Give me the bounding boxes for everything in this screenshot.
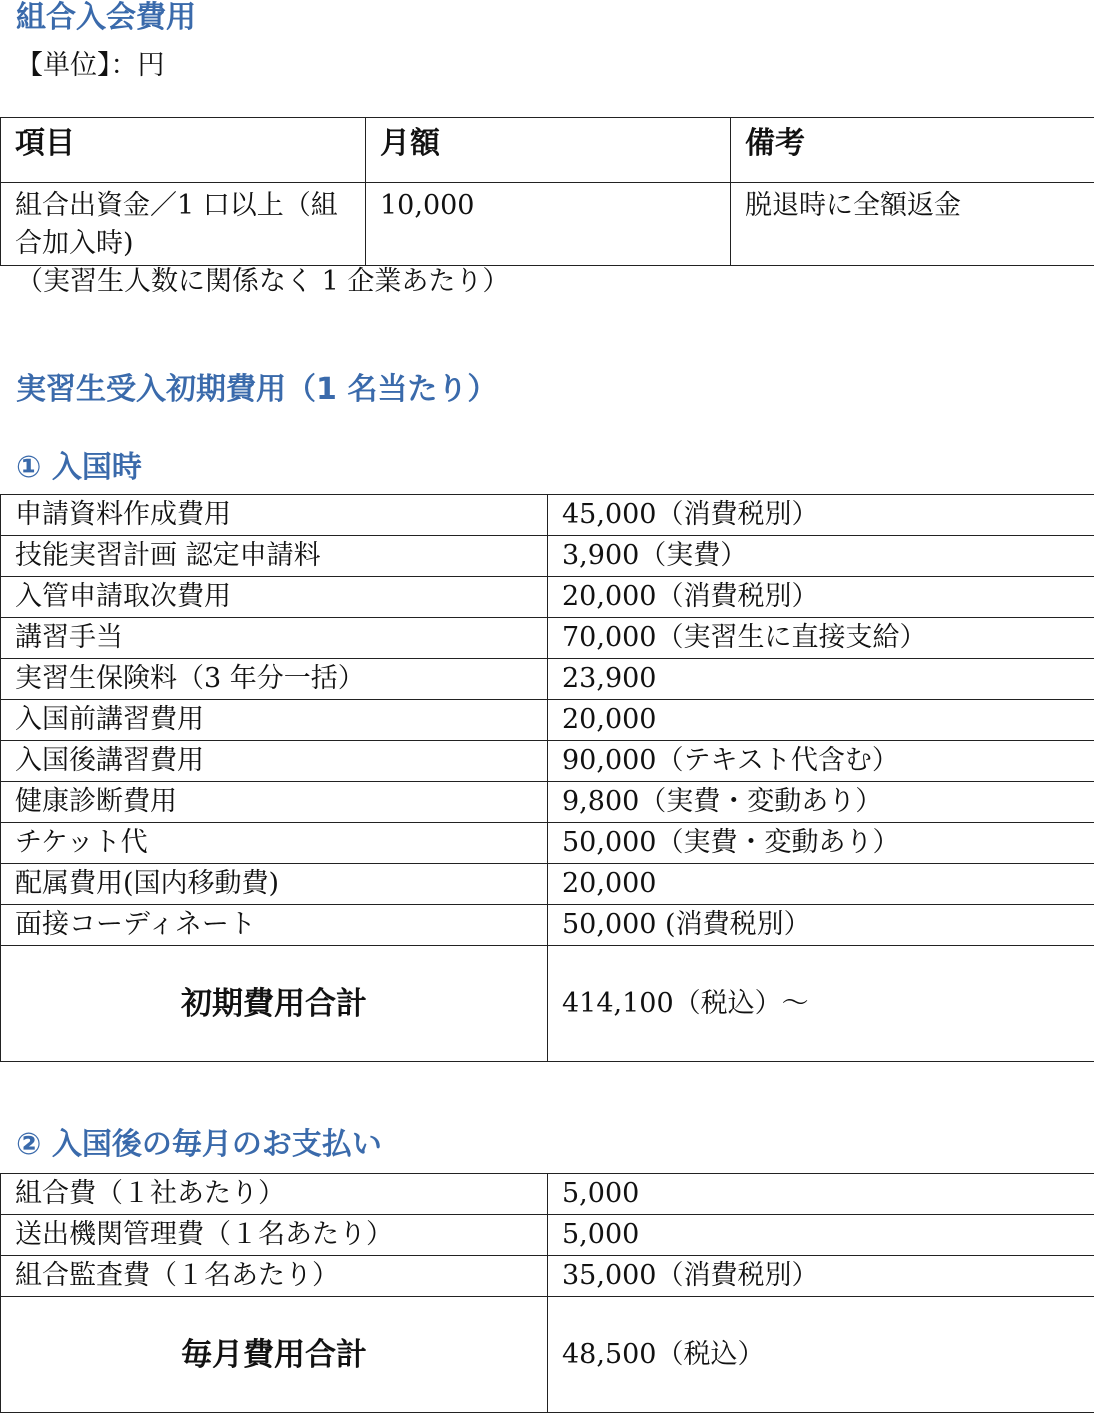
item-cell: 面接コーディネート [1, 905, 548, 946]
table-row [1, 782, 1094, 823]
item-cell: 配属費用(国内移動費) [1, 864, 548, 905]
table-row [1, 618, 1094, 659]
item-cell: 実習生保険料（3 年分一括） [1, 659, 548, 700]
amount-cell: 20,000 [548, 864, 1094, 905]
membership-table [0, 117, 1094, 266]
total-row [1, 946, 1094, 1062]
initial-total-amount: 414,100（税込）～ [548, 946, 1094, 1062]
amount-cell: 3,900（実費） [548, 536, 1094, 577]
table-row [1, 823, 1094, 864]
table-row [1, 1215, 1094, 1256]
table-row [1, 577, 1094, 618]
entry-subtitle: ① 入国時 [16, 450, 142, 485]
item-cell: チケット代 [1, 823, 548, 864]
total-row [1, 1297, 1094, 1413]
item-cell: 組合出資金／1 口以上（組合加入時) [1, 183, 366, 266]
table-row [1, 905, 1094, 946]
item-cell: 入管申請取次費用 [1, 577, 548, 618]
item-cell: 健康診断費用 [1, 782, 548, 823]
item-cell: 組合費（１社あたり） [1, 1174, 548, 1215]
monthly-total-label: 毎月費用合計 [1, 1297, 548, 1413]
monthly-subtitle: ② 入国後の毎月のお支払い [16, 1127, 382, 1162]
table-row [1, 1256, 1094, 1297]
amount-cell: 70,000（実習生に直接支給） [548, 618, 1094, 659]
initial-total-label: 初期費用合計 [1, 946, 548, 1062]
table-row [1, 495, 1094, 536]
note-cell: 脱退時に全額返金 [731, 183, 1094, 266]
header-item: 項目 [1, 118, 366, 183]
initial-cost-table [0, 494, 1094, 1062]
table-row [1, 536, 1094, 577]
item-cell: 技能実習計画 認定申請料 [1, 536, 548, 577]
item-cell: 講習手当 [1, 618, 548, 659]
amount-cell: 5,000 [548, 1215, 1094, 1256]
item-cell: 組合監査費（１名あたり） [1, 1256, 548, 1297]
amount-cell: 5,000 [548, 1174, 1094, 1215]
item-cell: 入国後講習費用 [1, 741, 548, 782]
item-cell: 入国前講習費用 [1, 700, 548, 741]
header-note: 備考 [731, 118, 1094, 183]
table-row [1, 700, 1094, 741]
table-header-row [1, 118, 1094, 183]
initial-cost-title: 実習生受入初期費用（1 名当たり） [16, 372, 498, 407]
amount-cell: 35,000（消費税別） [548, 1256, 1094, 1297]
amount-cell: 10,000 [366, 183, 731, 266]
amount-cell: 50,000 (消費税別） [548, 905, 1094, 946]
item-cell: 送出機関管理費（１名あたり） [1, 1215, 548, 1256]
amount-cell: 9,800（実費・変動あり） [548, 782, 1094, 823]
item-cell: 申請資料作成費用 [1, 495, 548, 536]
amount-cell: 23,900 [548, 659, 1094, 700]
amount-cell: 20,000（消費税別） [548, 577, 1094, 618]
table-row [1, 659, 1094, 700]
table-row [1, 183, 1094, 266]
amount-cell: 45,000（消費税別） [548, 495, 1094, 536]
amount-cell: 90,000（テキスト代含む） [548, 741, 1094, 782]
table-row [1, 864, 1094, 905]
amount-cell: 20,000 [548, 700, 1094, 741]
header-amount: 月額 [366, 118, 731, 183]
amount-cell: 50,000（実費・変動あり） [548, 823, 1094, 864]
unit-label: 【単位】：円 [16, 50, 165, 81]
monthly-cost-table [0, 1173, 1094, 1413]
membership-footnote: （実習生人数に関係なく 1 企業あたり） [16, 266, 510, 297]
membership-title: 組合入会費用 [16, 0, 196, 35]
monthly-total-amount: 48,500（税込） [548, 1297, 1094, 1413]
table-row [1, 1174, 1094, 1215]
table-row [1, 741, 1094, 782]
